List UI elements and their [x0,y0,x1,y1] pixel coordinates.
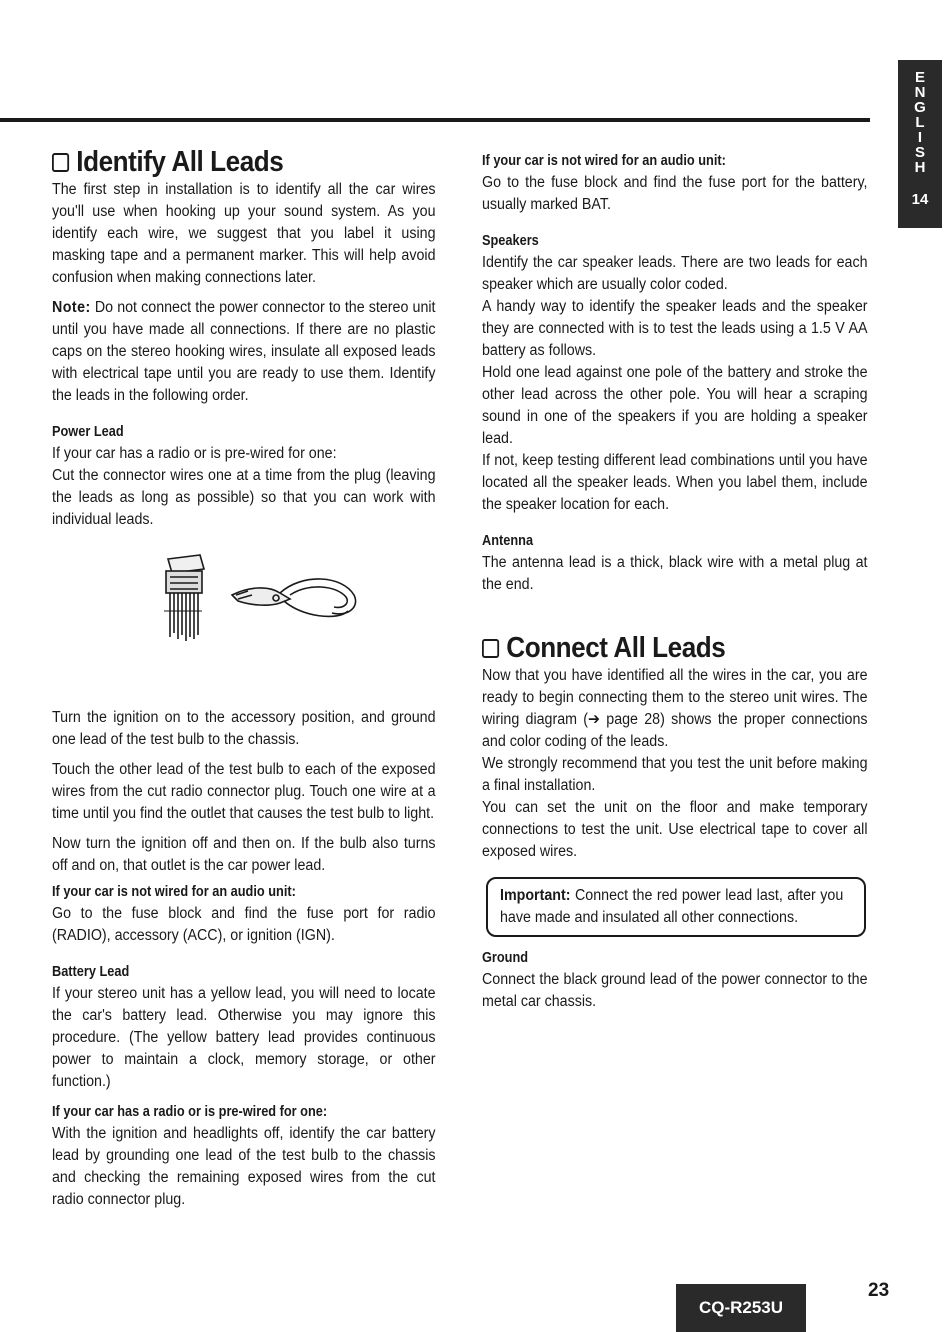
section-title-text: Connect All Leads [506,632,726,664]
section-title-connect [482,632,831,665]
not-wired-text-left: Go to the fuse block and find the fuse port for radio (RADIO), accessory (ACC), or ignition (IGN). [52,905,436,944]
speakers-paragraph-2: A handy way to identify the speaker leads and the speaker they are connected with is to test the leads using a 1.5 V AA battery as follows. [482,298,868,359]
note-label: Note: [52,299,91,316]
note-paragraph [52,297,436,407]
connect-paragraph-2: We strongly recommend that you test the unit before making a final installation. [482,755,868,794]
ignition-paragraph: Turn the ignition on to the accessory position, and ground one lead of the test bulb to the chassis. [52,709,436,748]
ground-paragraph: Connect the black ground lead of the power connector to the metal car chassis. [482,971,868,1010]
right-column [482,150,870,1013]
speakers-heading: Speakers [482,233,539,249]
cut-connector-illustration [152,551,392,651]
not-wired-heading-right: If your car is not wired for an audio unit: [482,153,726,169]
model-number-badge: CQ-R253U [676,1284,806,1332]
connector-plug-icon [164,555,204,641]
top-rule [0,118,870,122]
important-callout [486,877,866,937]
note-text: Do not connect the power connector to the stereo unit until you have made all connections. If there are no plastic caps on the stereo hooking wires, insulate all exposed leads with electrical tape until you are ready to use them. Identify the leads in the following order. [52,299,436,404]
checkbox-square-icon [52,153,69,172]
connector-and-pliers-illustration [52,551,438,689]
connect-paragraph-3: You can set the unit on the floor and make temporary connections to test the unit. Use electrical tape to cover all exposed wires. [482,799,868,860]
tab-letter: E [914,69,925,86]
power-lead-heading: Power Lead [52,424,124,440]
section-title-identify [52,146,399,179]
battery-lead-heading: Battery Lead [52,964,130,980]
important-paragraph [500,885,843,929]
speakers-paragraph-1: Identify the car speaker leads. There are two leads for each speaker which are usually color coded. [482,254,868,293]
language-tab [898,60,942,228]
test-bulb-paragraph: Touch the other lead of the test bulb to each of the exposed wires from the cut radio connector plug. Touch one wire at a time until you find the outlet that causes the test bulb to light. [52,761,436,822]
antenna-heading: Antenna [482,533,534,549]
prewired-heading: If your car has a radio or is pre-wired for one: [52,1104,328,1120]
left-column [52,140,438,1211]
tab-letter: N [914,84,926,101]
pliers-icon [232,579,356,616]
important-text: Connect the red power lead last, after you have made and insulated all other connections. [500,887,844,926]
intro-paragraph: The first step in installation is to identify all the car wires you'll use when hooking up your sound system. As you identify each wire, we suggest that you label it using masking tape and a permanent marker. This will help avoid confusion when making connections later. [52,181,436,286]
prewired-paragraph: With the ignition and headlights off, identify the car battery lead by grounding one lead of the test bulb to the chassis and checking the remaining exposed wires from the cut radio connector plug. [52,1125,436,1208]
power-lead-confirm-paragraph: Now turn the ignition off and then on. If the bulb also turns off and on, that outlet is the car power lead. [52,835,436,874]
not-wired-heading-left: If your car is not wired for an audio unit: [52,884,296,900]
tab-letter: L [915,114,925,131]
power-lead-paragraph-2: Cut the connector wires one at a time from the plug (leaving the leads as long as possible) so that you can work with individual leads. [52,467,436,528]
ground-heading: Ground [482,950,529,966]
speakers-paragraph-4: If not, keep testing different lead combinations until you have located all the speaker leads. When you label them, include the speaker location for each. [482,452,868,513]
speakers-paragraph-3: Hold one lead against one pole of the battery and stroke the other lead across the other pole. You will hear a scraping sound in one of the speakers if you are holding a speaker lead. [482,364,868,447]
important-label: Important: [500,887,571,904]
page-number: 23 [868,1280,890,1301]
tab-letter: I [917,129,923,146]
language-tab-letters [898,70,942,175]
tab-letter: G [914,99,926,116]
checkbox-square-icon [482,639,499,658]
battery-lead-paragraph: If your stereo unit has a yellow lead, you will need to locate the car's battery lead. Otherwise you may ignore this procedure. (The yellow battery lead provides continuous power to maintain a clock, memory storage, or other function.) [52,985,436,1090]
section-title-text: Identify All Leads [76,146,284,178]
antenna-paragraph: The antenna lead is a thick, black wire with a metal plug at the end. [482,554,868,593]
tab-letter: H [914,159,926,176]
power-lead-paragraph-1: If your car has a radio or is pre-wired for one: [52,445,337,462]
connect-paragraph-1: Now that you have identified all the wires in the car, you are ready to begin connecting them to the stereo unit wires. The wiring diagram (➔ page 28) shows the proper connections and color coding of the leads. [482,667,868,750]
not-wired-text-right: Go to the fuse block and find the fuse port for the battery, usually marked BAT. [482,174,868,213]
tab-letter: S [914,144,925,161]
language-tab-page-number: 14 [911,191,929,208]
